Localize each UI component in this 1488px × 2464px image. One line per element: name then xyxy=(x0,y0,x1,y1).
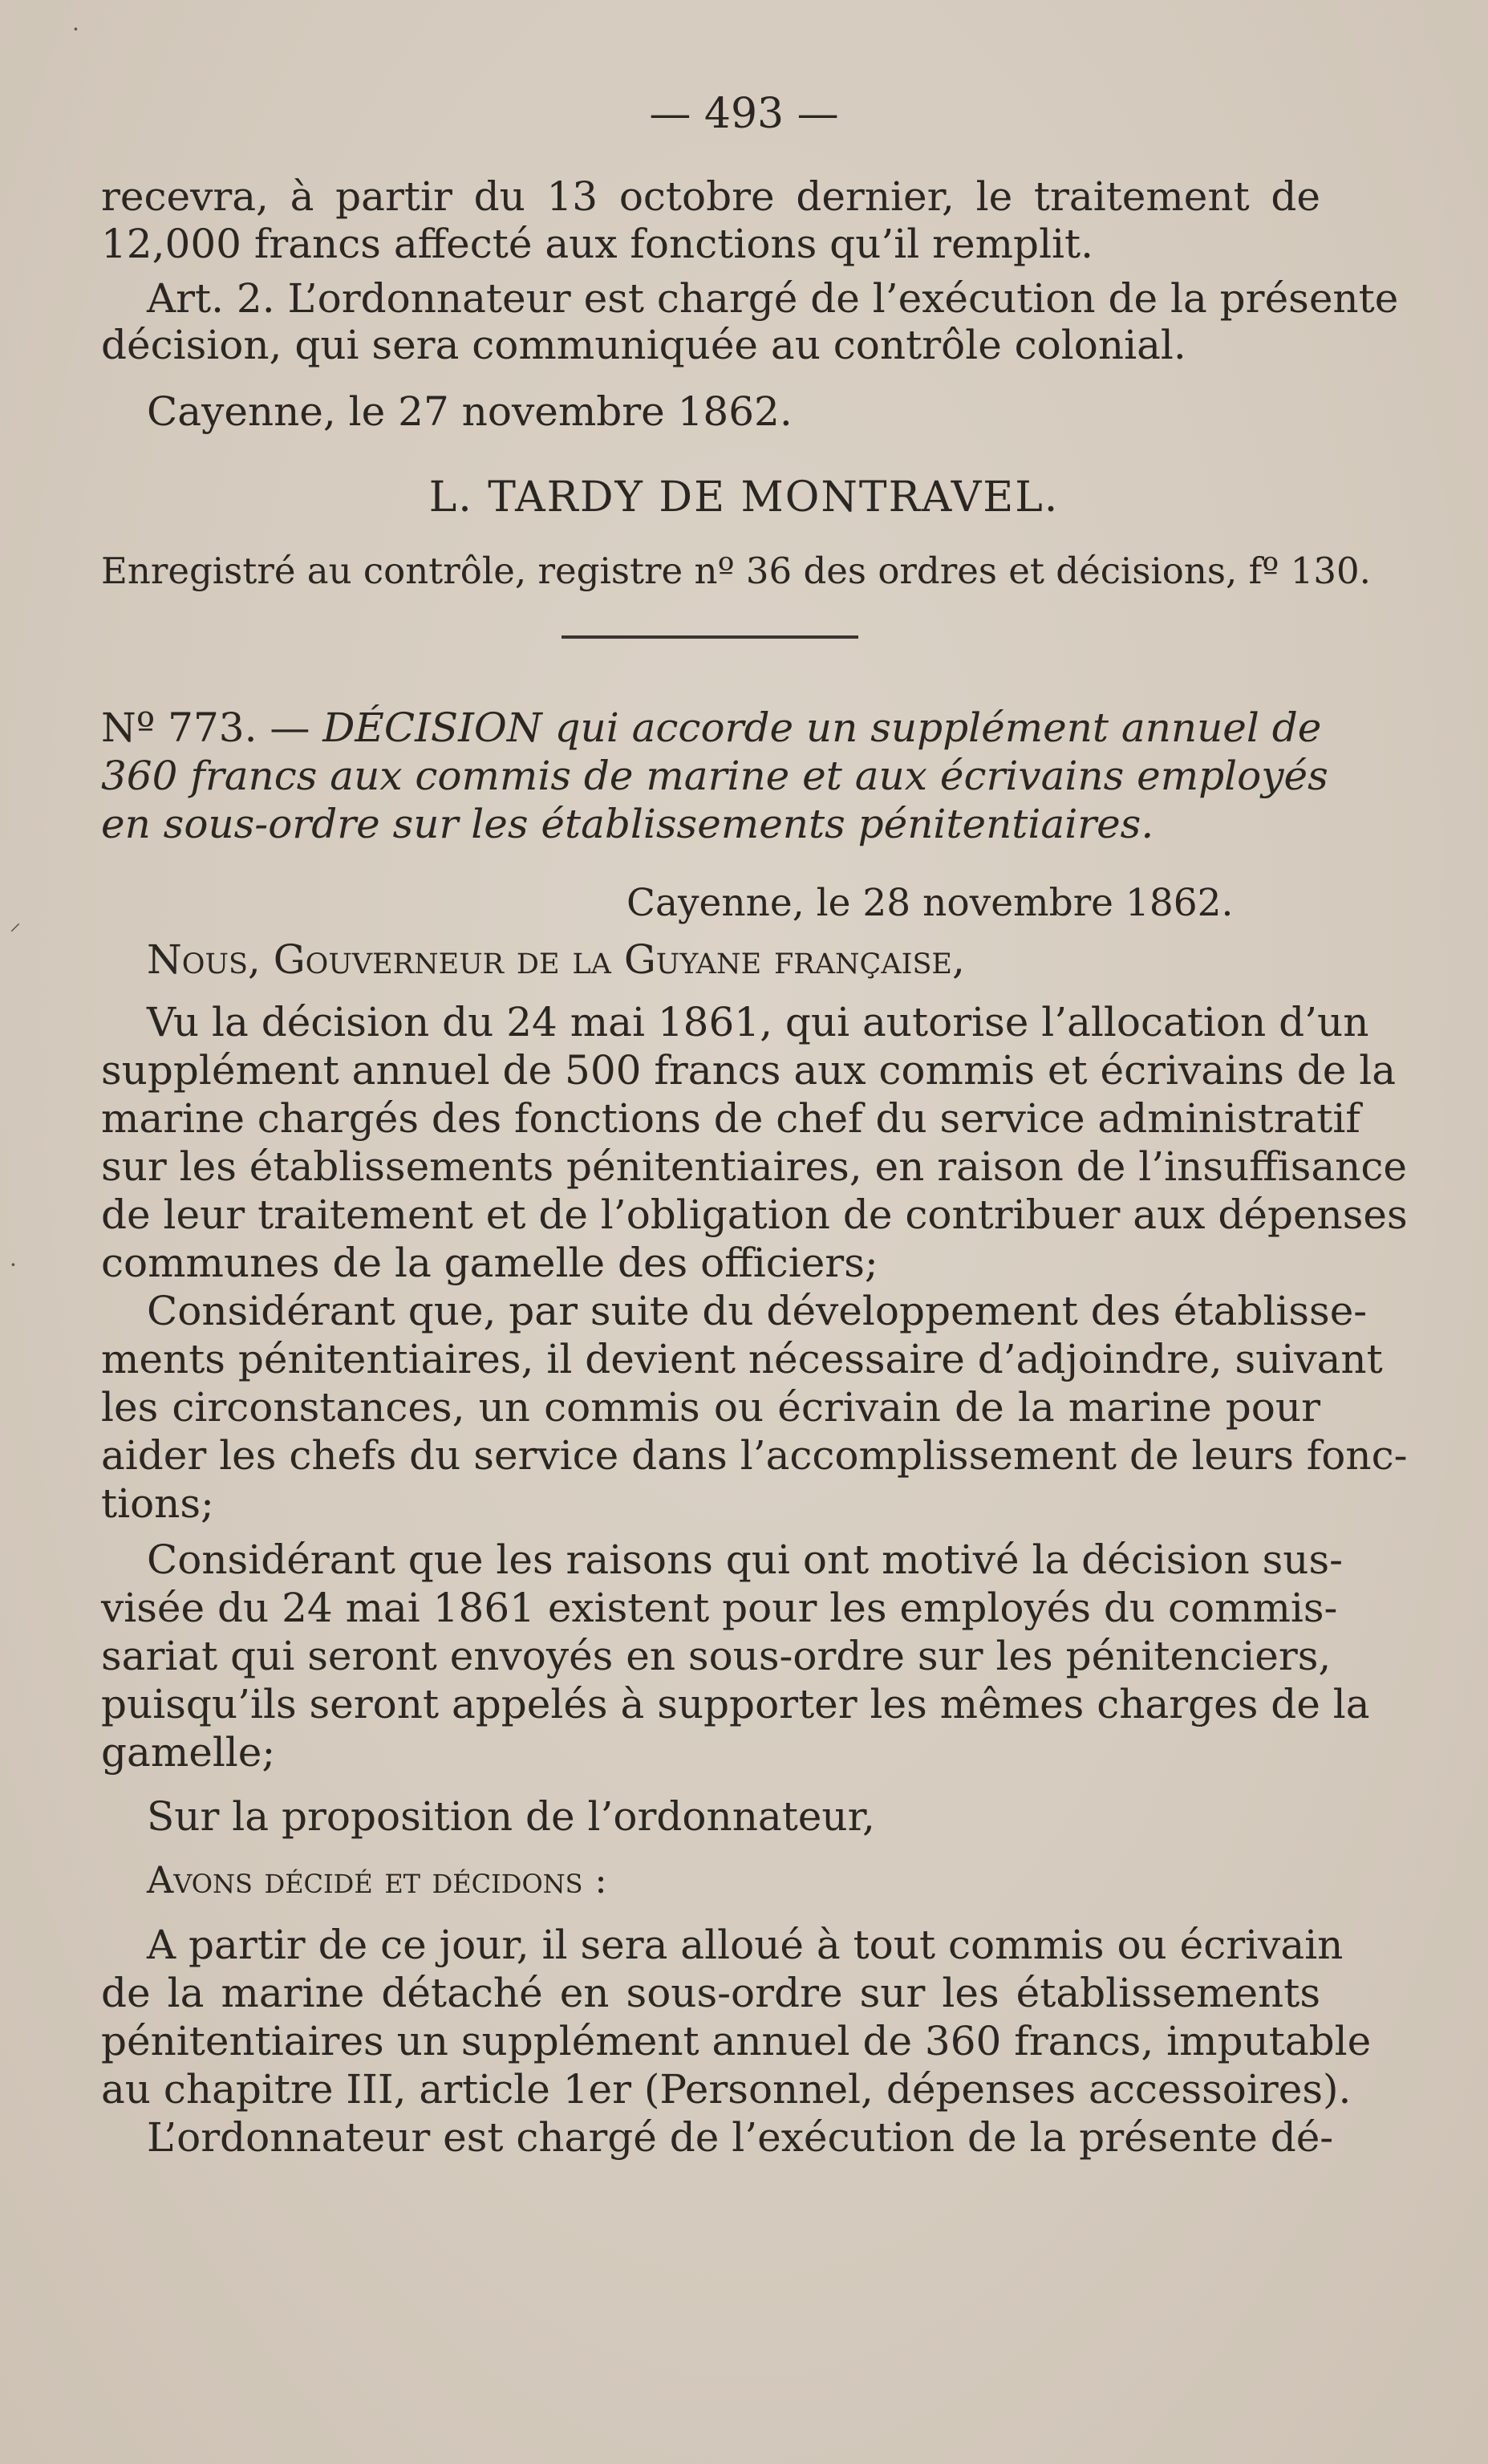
place-date: Cayenne, le 27 novembre 1862. xyxy=(147,388,793,435)
page-number: — 493 — xyxy=(649,90,839,138)
text-line: recevra, à partir du 13 octobre dernier, le traitement de xyxy=(101,173,1320,220)
place-date: Cayenne, le 28 novembre 1862. xyxy=(626,881,1234,925)
opening-formula: Nous, Gouverneur de la Guyane française, xyxy=(147,936,965,983)
vu-line: Vu la décision du 24 mai 1861, qui autorise l’allocation d’un xyxy=(147,999,1369,1045)
article-line: au chapitre III, article 1er (Personnel, dépenses accessoires). xyxy=(101,2066,1352,2113)
vu-line: sur les établissements pénitentiaires, en raison de l’insuffisance xyxy=(101,1143,1407,1190)
article-line: de la marine détaché en sous-ordre sur les établissements xyxy=(101,1970,1320,2016)
article-line: A partir de ce jour, il sera alloué à tout commis ou écrivain xyxy=(147,1922,1344,1968)
text-line: 12,000 francs affecté aux fonctions qu’il remplit. xyxy=(101,221,1094,267)
article-2-line: Art. 2. L’ordonnateur est chargé de l’exécution de la présente xyxy=(147,275,1399,322)
proposition-line: Sur la proposition de l’ordonnateur, xyxy=(147,1793,875,1840)
considerant-line: visée du 24 mai 1861 existent pour les employés du commis- xyxy=(101,1585,1338,1631)
closing-line: L’ordonnateur est chargé de l’exécution de la présente dé- xyxy=(147,2114,1334,2161)
article-2-line: décision, qui sera communiquée au contrôle colonial. xyxy=(101,322,1186,368)
signature: L. TARDY DE MONTRAVEL. xyxy=(428,473,1060,522)
considerant-line: les circonstances, un commis ou écrivain de la marine pour xyxy=(101,1384,1320,1431)
considerant-line: ments pénitentiaires, il devient nécessaire d’adjoindre, suivant xyxy=(101,1336,1383,1382)
decision-number: Nº 773. — xyxy=(101,704,310,751)
print-speck: ⸝ xyxy=(10,909,22,936)
decision-formula: Avons décidé et décidons : xyxy=(147,1858,607,1902)
vu-line: supplément annuel de 500 francs aux commis et écrivains de la xyxy=(101,1047,1397,1094)
decision-title-line xyxy=(101,704,1320,752)
vu-line: de leur traitement et de l’obligation de contribuer aux dépenses xyxy=(101,1191,1408,1238)
vu-line: marine chargés des fonctions de chef du service administratif xyxy=(101,1095,1360,1142)
considerant-line: Considérant que les raisons qui ont motivé la décision sus- xyxy=(147,1536,1344,1583)
article-line: pénitentiaires un supplément annuel de 360 francs, imputable xyxy=(101,2018,1372,2064)
considerant-line: puisqu’ils seront appelés à supporter les mêmes charges de la xyxy=(101,1681,1370,1727)
considerant-line: gamelle; xyxy=(101,1729,276,1776)
print-speck: · xyxy=(10,1252,17,1278)
section-divider xyxy=(562,635,858,639)
print-speck: · xyxy=(72,16,79,43)
decision-title-line: en sous-ordre sur les établissements pénitentiaires. xyxy=(101,801,1154,847)
decision-title-line: 360 francs aux commis de marine et aux écrivains employés xyxy=(101,753,1328,799)
considerant-line: sariat qui seront envoyés en sous-ordre sur les pénitenciers, xyxy=(101,1633,1332,1679)
vu-line: communes de la gamelle des officiers; xyxy=(101,1240,878,1286)
considerant-line: tions; xyxy=(101,1480,214,1527)
decision-title: DÉCISION qui accorde un supplément annuel de xyxy=(322,704,1322,751)
considerant-line: aider les chefs du service dans l’accomplissement de leurs fonc- xyxy=(101,1432,1408,1479)
considerant-line: Considérant que, par suite du développement des établisse- xyxy=(147,1288,1368,1334)
registration-note: Enregistré au contrôle, registre nº 36 des ordres et décisions, fº 130. xyxy=(101,550,1371,592)
